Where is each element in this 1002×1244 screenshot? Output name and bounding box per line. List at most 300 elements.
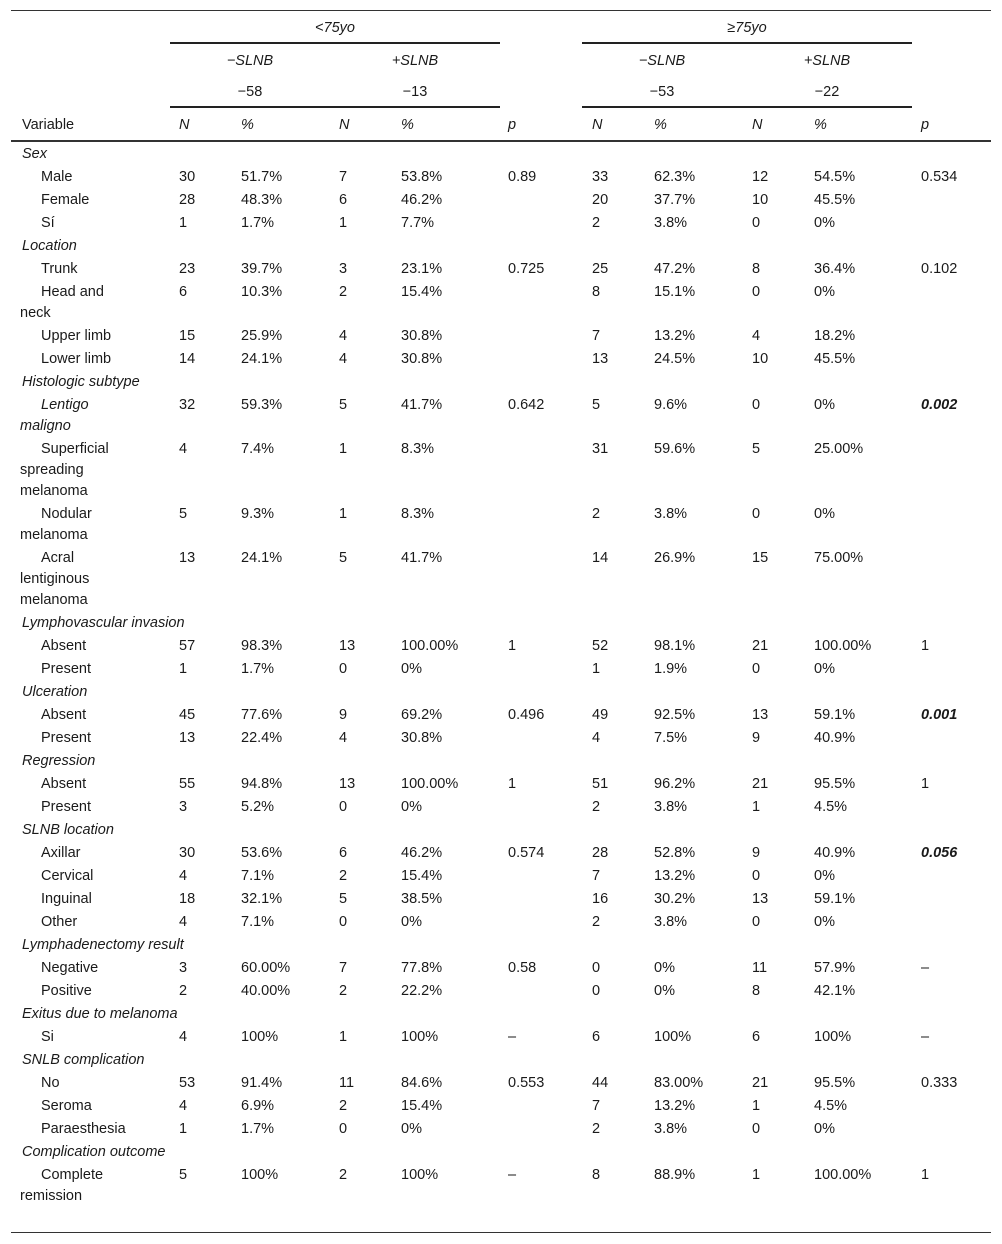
cell-young-minus-n: 5 — [179, 506, 188, 522]
cell-old-plus-n: 0 — [752, 284, 761, 300]
cell-old-minus-n: 4 — [592, 730, 601, 746]
header-rule-old — [582, 42, 912, 44]
cell-old-minus-pct: 83.00% — [654, 1075, 704, 1091]
row-label: melanoma — [20, 527, 88, 543]
cell-old-p: 0.001 — [921, 707, 958, 723]
cell-old-plus-pct: 54.5% — [814, 169, 856, 185]
cell-old-minus-pct: 3.8% — [654, 914, 688, 930]
cell-young-plus-pct: 46.2% — [401, 192, 443, 208]
cell-young-minus-n: 55 — [179, 776, 196, 792]
cell-old-minus-pct: 100% — [654, 1029, 692, 1045]
col-header-variable: Variable — [22, 117, 75, 133]
row-label: No — [41, 1075, 60, 1091]
cell-old-plus-n: 9 — [752, 845, 761, 861]
row-label: Absent — [41, 638, 87, 654]
cell-young-minus-pct: 100% — [241, 1167, 279, 1183]
row-label: melanoma — [20, 592, 88, 608]
row-label: Cervical — [41, 868, 94, 884]
cell-young-minus-n: 45 — [179, 707, 196, 723]
row-label: Nodular — [41, 506, 92, 522]
cell-old-minus-n: 7 — [592, 328, 601, 344]
cell-old-minus-n: 14 — [592, 550, 609, 566]
cell-old-p: 0.002 — [921, 397, 958, 413]
cell-young-plus-pct: 0% — [401, 799, 422, 815]
cell-old-plus-n: 1 — [752, 1098, 761, 1114]
cell-old-plus-n: 8 — [752, 983, 761, 999]
row-label: Acral — [41, 550, 75, 566]
cell-young-minus-n: 4 — [179, 868, 188, 884]
cell-old-minus-pct: 62.3% — [654, 169, 696, 185]
col-header-pct: % — [401, 117, 414, 133]
row-label: Axillar — [41, 845, 81, 861]
cell-old-plus-pct: 75.00% — [814, 550, 864, 566]
cell-old-plus-pct: 100% — [814, 1029, 852, 1045]
cell-young-plus-pct: 30.8% — [401, 351, 443, 367]
cell-old-minus-pct: 13.2% — [654, 868, 696, 884]
cell-young-p: 0.496 — [508, 707, 545, 723]
cell-young-plus-pct: 100.00% — [401, 776, 459, 792]
cell-young-plus-n: 4 — [339, 328, 348, 344]
row-label: maligno — [20, 418, 71, 434]
cell-old-minus-pct: 3.8% — [654, 215, 688, 231]
cell-old-p: 0.333 — [921, 1075, 958, 1091]
cell-young-minus-pct: 94.8% — [241, 776, 283, 792]
row-label: Present — [41, 799, 91, 815]
col-header-n: N — [179, 117, 190, 133]
cell-young-minus-pct: 7.1% — [241, 868, 275, 884]
cell-young-plus-pct: 0% — [401, 1121, 422, 1137]
cell-young-plus-n: 4 — [339, 351, 348, 367]
row-label: Inguinal — [41, 891, 92, 907]
cell-old-minus-pct: 52.8% — [654, 845, 696, 861]
cell-old-minus-pct: 0% — [654, 960, 675, 976]
cell-young-p: 0.553 — [508, 1075, 545, 1091]
row-label: Positive — [41, 983, 92, 999]
cell-old-plus-n: 15 — [752, 550, 769, 566]
cell-old-plus-pct: 4.5% — [814, 1098, 848, 1114]
cell-young-plus-n: 1 — [339, 215, 348, 231]
row-label: Present — [41, 661, 91, 677]
header-old-minus-slnb: −SLNB — [638, 53, 686, 69]
row-label: lentiginous — [20, 571, 90, 587]
row-label: Upper limb — [41, 328, 112, 344]
cell-young-minus-pct: 6.9% — [241, 1098, 275, 1114]
cell-old-plus-n: 0 — [752, 397, 761, 413]
cell-old-plus-pct: 0% — [814, 1121, 835, 1137]
row-label: Lower limb — [41, 351, 112, 367]
cell-young-minus-pct: 39.7% — [241, 261, 283, 277]
cell-old-plus-n: 21 — [752, 638, 769, 654]
header-group-young: <75yo — [315, 20, 355, 36]
cell-young-minus-pct: 51.7% — [241, 169, 283, 185]
row-label: Lentigo — [41, 397, 89, 413]
row-label: Negative — [41, 960, 99, 976]
cell-old-minus-n: 0 — [592, 960, 601, 976]
row-label: Female — [41, 192, 90, 208]
row-label: Absent — [41, 707, 87, 723]
cell-young-minus-n: 32 — [179, 397, 196, 413]
cell-young-plus-n: 2 — [339, 1167, 348, 1183]
cell-young-minus-pct: 7.1% — [241, 914, 275, 930]
cell-old-minus-pct: 30.2% — [654, 891, 696, 907]
row-label: spreading — [20, 462, 84, 478]
cell-old-minus-pct: 59.6% — [654, 441, 696, 457]
cell-young-minus-n: 13 — [179, 550, 196, 566]
cell-young-minus-pct: 100% — [241, 1029, 279, 1045]
cell-old-minus-pct: 3.8% — [654, 1121, 688, 1137]
cell-old-plus-pct: 0% — [814, 284, 835, 300]
header-young-plus-count: −13 — [402, 84, 428, 100]
cell-young-minus-pct: 24.1% — [241, 351, 283, 367]
row-label: Sí — [41, 215, 55, 231]
cell-young-plus-n: 6 — [339, 845, 348, 861]
cell-old-minus-n: 5 — [592, 397, 601, 413]
cell-old-plus-pct: 25.00% — [814, 441, 864, 457]
row-label: Present — [41, 730, 91, 746]
row-label: neck — [20, 305, 51, 321]
cell-old-plus-pct: 36.4% — [814, 261, 856, 277]
cell-young-minus-pct: 32.1% — [241, 891, 283, 907]
cell-young-p: – — [508, 1167, 517, 1183]
cell-old-minus-n: 1 — [592, 661, 601, 677]
cell-old-minus-n: 0 — [592, 983, 601, 999]
cell-old-minus-n: 2 — [592, 914, 601, 930]
group-heading: Histologic subtype — [22, 374, 140, 390]
cell-young-p: 0.574 — [508, 845, 545, 861]
cell-young-minus-n: 1 — [179, 661, 188, 677]
cell-young-plus-n: 7 — [339, 960, 348, 976]
cell-young-minus-pct: 1.7% — [241, 1121, 275, 1137]
group-heading: Lymphadenectomy result — [22, 937, 184, 953]
cell-young-minus-n: 14 — [179, 351, 196, 367]
cell-old-minus-n: 25 — [592, 261, 609, 277]
cell-old-minus-pct: 92.5% — [654, 707, 696, 723]
cell-young-plus-n: 1 — [339, 441, 348, 457]
cell-young-plus-pct: 8.3% — [401, 506, 435, 522]
cell-old-plus-n: 10 — [752, 192, 769, 208]
cell-old-plus-pct: 45.5% — [814, 351, 856, 367]
cell-old-plus-pct: 4.5% — [814, 799, 848, 815]
col-header-n: N — [592, 117, 603, 133]
cell-young-plus-pct: 0% — [401, 914, 422, 930]
cell-young-plus-n: 0 — [339, 914, 348, 930]
cell-young-plus-n: 6 — [339, 192, 348, 208]
cell-old-p: – — [921, 960, 930, 976]
cell-young-plus-pct: 15.4% — [401, 868, 443, 884]
cell-young-minus-n: 2 — [179, 983, 188, 999]
cell-old-plus-pct: 0% — [814, 914, 835, 930]
cell-old-minus-n: 7 — [592, 868, 601, 884]
row-label: Complete — [41, 1167, 104, 1183]
cell-young-plus-pct: 30.8% — [401, 730, 443, 746]
cell-old-minus-n: 13 — [592, 351, 609, 367]
header-group-old: ≥75yo — [727, 20, 767, 36]
cell-old-plus-n: 21 — [752, 776, 769, 792]
cell-old-p: 1 — [921, 776, 930, 792]
cell-old-minus-pct: 96.2% — [654, 776, 696, 792]
cell-young-minus-pct: 98.3% — [241, 638, 283, 654]
cell-young-plus-pct: 15.4% — [401, 1098, 443, 1114]
cell-young-minus-pct: 1.7% — [241, 215, 275, 231]
cell-old-plus-pct: 100.00% — [814, 1167, 872, 1183]
cell-young-plus-pct: 38.5% — [401, 891, 443, 907]
cell-old-plus-pct: 95.5% — [814, 1075, 856, 1091]
cell-young-minus-n: 13 — [179, 730, 196, 746]
cell-young-minus-pct: 10.3% — [241, 284, 283, 300]
cell-young-minus-n: 4 — [179, 1098, 188, 1114]
cell-young-minus-n: 1 — [179, 1121, 188, 1137]
cell-young-plus-pct: 100% — [401, 1167, 439, 1183]
cell-young-minus-n: 4 — [179, 1029, 188, 1045]
cell-old-plus-n: 1 — [752, 799, 761, 815]
cell-old-minus-pct: 7.5% — [654, 730, 688, 746]
cell-young-plus-n: 11 — [339, 1075, 355, 1091]
cell-old-plus-pct: 100.00% — [814, 638, 872, 654]
col-header-pct: % — [814, 117, 827, 133]
cell-young-plus-n: 5 — [339, 550, 348, 566]
cell-old-minus-n: 51 — [592, 776, 609, 792]
cell-old-minus-pct: 3.8% — [654, 506, 688, 522]
cell-old-plus-pct: 40.9% — [814, 730, 856, 746]
cell-old-plus-pct: 40.9% — [814, 845, 856, 861]
cell-old-plus-pct: 0% — [814, 868, 835, 884]
cell-old-plus-n: 0 — [752, 1121, 761, 1137]
cell-old-minus-pct: 9.6% — [654, 397, 688, 413]
cell-young-plus-pct: 84.6% — [401, 1075, 443, 1091]
cell-young-minus-n: 57 — [179, 638, 196, 654]
bottom-rule — [11, 1232, 991, 1233]
cell-old-plus-pct: 0% — [814, 397, 835, 413]
cell-young-minus-n: 3 — [179, 799, 188, 815]
cell-young-plus-pct: 8.3% — [401, 441, 435, 457]
cell-young-plus-n: 2 — [339, 983, 348, 999]
cell-old-minus-n: 16 — [592, 891, 609, 907]
cell-old-minus-pct: 13.2% — [654, 328, 696, 344]
cell-young-minus-pct: 59.3% — [241, 397, 283, 413]
cell-young-minus-pct: 77.6% — [241, 707, 283, 723]
cell-young-minus-pct: 24.1% — [241, 550, 283, 566]
cell-old-minus-pct: 15.1% — [654, 284, 696, 300]
cell-old-plus-n: 0 — [752, 215, 761, 231]
cell-old-minus-pct: 37.7% — [654, 192, 696, 208]
cell-old-plus-pct: 59.1% — [814, 891, 856, 907]
cell-old-minus-n: 6 — [592, 1029, 601, 1045]
cell-young-plus-pct: 15.4% — [401, 284, 443, 300]
cell-young-plus-n: 2 — [339, 1098, 348, 1114]
cell-old-plus-n: 0 — [752, 868, 761, 884]
col-header-n: N — [752, 117, 763, 133]
header-rule — [11, 140, 991, 142]
cell-young-minus-n: 1 — [179, 215, 188, 231]
subheader-rule-young — [170, 106, 500, 108]
group-heading: Ulceration — [22, 684, 88, 700]
cell-old-plus-n: 13 — [752, 707, 769, 723]
cell-young-p: 1 — [508, 638, 517, 654]
cell-old-plus-pct: 59.1% — [814, 707, 856, 723]
top-rule — [11, 10, 991, 11]
cell-old-plus-n: 13 — [752, 891, 769, 907]
group-heading: Complication outcome — [22, 1144, 166, 1160]
cell-young-plus-n: 1 — [339, 506, 348, 522]
cell-young-minus-n: 6 — [179, 284, 188, 300]
cell-young-plus-n: 0 — [339, 1121, 348, 1137]
header-young-minus-count: −58 — [237, 84, 263, 100]
cell-old-p: 1 — [921, 638, 930, 654]
cell-old-plus-n: 10 — [752, 351, 769, 367]
cell-old-minus-n: 2 — [592, 799, 601, 815]
cell-young-plus-n: 5 — [339, 891, 348, 907]
cell-old-minus-pct: 0% — [654, 983, 675, 999]
cell-young-plus-pct: 100% — [401, 1029, 439, 1045]
cell-young-plus-n: 7 — [339, 169, 348, 185]
cell-old-plus-pct: 0% — [814, 661, 835, 677]
cell-old-plus-n: 0 — [752, 506, 761, 522]
cell-young-plus-n: 13 — [339, 776, 356, 792]
cell-old-p: 1 — [921, 1167, 930, 1183]
col-header-n: N — [339, 117, 350, 133]
cell-old-plus-pct: 0% — [814, 215, 835, 231]
row-label: Paraesthesia — [41, 1121, 126, 1137]
cell-old-minus-pct: 3.8% — [654, 799, 688, 815]
cell-young-plus-pct: 0% — [401, 661, 422, 677]
cell-young-minus-n: 30 — [179, 169, 196, 185]
cell-young-plus-pct: 41.7% — [401, 397, 443, 413]
cell-young-minus-n: 53 — [179, 1075, 196, 1091]
group-heading: Exitus due to melanoma — [22, 1006, 178, 1022]
cell-young-plus-n: 1 — [339, 1029, 348, 1045]
cell-young-minus-n: 15 — [179, 328, 196, 344]
cell-young-minus-n: 5 — [179, 1167, 188, 1183]
cell-young-plus-pct: 22.2% — [401, 983, 443, 999]
cell-young-plus-pct: 30.8% — [401, 328, 443, 344]
cell-young-plus-n: 3 — [339, 261, 348, 277]
cell-young-plus-n: 0 — [339, 661, 348, 677]
cell-old-minus-n: 2 — [592, 215, 601, 231]
cell-young-minus-n: 28 — [179, 192, 196, 208]
cell-old-plus-n: 0 — [752, 914, 761, 930]
cell-old-plus-pct: 18.2% — [814, 328, 856, 344]
cell-old-minus-n: 28 — [592, 845, 609, 861]
cell-old-minus-n: 7 — [592, 1098, 601, 1114]
cell-young-minus-n: 4 — [179, 441, 188, 457]
cell-young-minus-pct: 22.4% — [241, 730, 283, 746]
cell-young-p: 0.89 — [508, 169, 537, 185]
cell-old-plus-n: 8 — [752, 261, 761, 277]
cell-old-minus-pct: 26.9% — [654, 550, 696, 566]
cell-old-minus-pct: 1.9% — [654, 661, 688, 677]
header-old-plus-count: −22 — [814, 84, 840, 100]
cell-old-plus-pct: 45.5% — [814, 192, 856, 208]
cell-young-minus-pct: 25.9% — [241, 328, 283, 344]
row-label: Head and — [41, 284, 104, 300]
cell-old-minus-pct: 24.5% — [654, 351, 696, 367]
cell-young-minus-pct: 7.4% — [241, 441, 275, 457]
cell-old-p: – — [921, 1029, 930, 1045]
cell-old-plus-n: 12 — [752, 169, 769, 185]
cell-old-minus-n: 49 — [592, 707, 609, 723]
col-header-pct: % — [654, 117, 667, 133]
row-label: Absent — [41, 776, 87, 792]
group-heading: SLNB location — [22, 822, 114, 838]
cell-old-minus-n: 33 — [592, 169, 609, 185]
cell-young-p: 0.58 — [508, 960, 537, 976]
cell-old-minus-pct: 47.2% — [654, 261, 696, 277]
cell-old-minus-n: 8 — [592, 284, 601, 300]
cell-old-minus-n: 2 — [592, 506, 601, 522]
group-heading: Lymphovascular invasion — [22, 615, 185, 631]
cell-old-plus-n: 5 — [752, 441, 761, 457]
cell-old-p: 0.102 — [921, 261, 958, 277]
cell-young-minus-pct: 48.3% — [241, 192, 283, 208]
cell-old-plus-n: 0 — [752, 661, 761, 677]
cell-old-minus-pct: 98.1% — [654, 638, 696, 654]
row-label: remission — [20, 1188, 83, 1204]
cell-old-minus-pct: 13.2% — [654, 1098, 696, 1114]
cell-old-plus-n: 11 — [752, 960, 768, 976]
cell-young-plus-pct: 41.7% — [401, 550, 443, 566]
cell-young-plus-pct: 7.7% — [401, 215, 435, 231]
col-header-pct: % — [241, 117, 254, 133]
cell-young-plus-n: 0 — [339, 799, 348, 815]
cell-young-plus-n: 2 — [339, 284, 348, 300]
cell-young-plus-pct: 23.1% — [401, 261, 443, 277]
header-young-plus-slnb: +SLNB — [391, 53, 439, 69]
cell-young-minus-n: 23 — [179, 261, 196, 277]
cell-old-plus-n: 4 — [752, 328, 761, 344]
cell-old-plus-n: 6 — [752, 1029, 761, 1045]
group-heading: Sex — [22, 146, 47, 162]
col-header-p: p — [508, 117, 517, 133]
cell-young-plus-pct: 100.00% — [401, 638, 459, 654]
cell-young-minus-pct: 53.6% — [241, 845, 283, 861]
cell-young-p: 0.642 — [508, 397, 545, 413]
row-label: Si — [41, 1029, 54, 1045]
cell-old-minus-n: 52 — [592, 638, 609, 654]
header-old-plus-slnb: +SLNB — [803, 53, 851, 69]
cell-old-plus-pct: 95.5% — [814, 776, 856, 792]
row-label: Other — [41, 914, 78, 930]
cell-old-plus-n: 9 — [752, 730, 761, 746]
cell-old-p: 0.534 — [921, 169, 958, 185]
cell-old-minus-n: 8 — [592, 1167, 601, 1183]
cell-young-minus-pct: 1.7% — [241, 661, 275, 677]
cell-old-minus-n: 31 — [592, 441, 609, 457]
cell-young-p: 0.725 — [508, 261, 545, 277]
header-rule-young — [170, 42, 500, 44]
cell-young-plus-n: 13 — [339, 638, 356, 654]
cell-old-minus-n: 2 — [592, 1121, 601, 1137]
cell-young-minus-pct: 91.4% — [241, 1075, 283, 1091]
header-young-minus-slnb: −SLNB — [226, 53, 274, 69]
group-heading: SNLB complication — [22, 1052, 145, 1068]
row-label: Trunk — [41, 261, 78, 277]
row-label: Superficial — [41, 441, 109, 457]
cell-young-minus-n: 4 — [179, 914, 188, 930]
cell-young-p: 1 — [508, 776, 517, 792]
group-heading: Regression — [22, 753, 96, 769]
cell-young-plus-n: 4 — [339, 730, 348, 746]
cell-young-plus-n: 2 — [339, 868, 348, 884]
cell-old-minus-pct: 88.9% — [654, 1167, 696, 1183]
cell-young-minus-pct: 5.2% — [241, 799, 275, 815]
cell-young-minus-pct: 60.00% — [241, 960, 291, 976]
row-label: Seroma — [41, 1098, 92, 1114]
cell-old-plus-n: 21 — [752, 1075, 769, 1091]
row-label: Male — [41, 169, 73, 185]
cell-young-plus-pct: 46.2% — [401, 845, 443, 861]
cell-old-minus-n: 44 — [592, 1075, 609, 1091]
row-label: melanoma — [20, 483, 88, 499]
